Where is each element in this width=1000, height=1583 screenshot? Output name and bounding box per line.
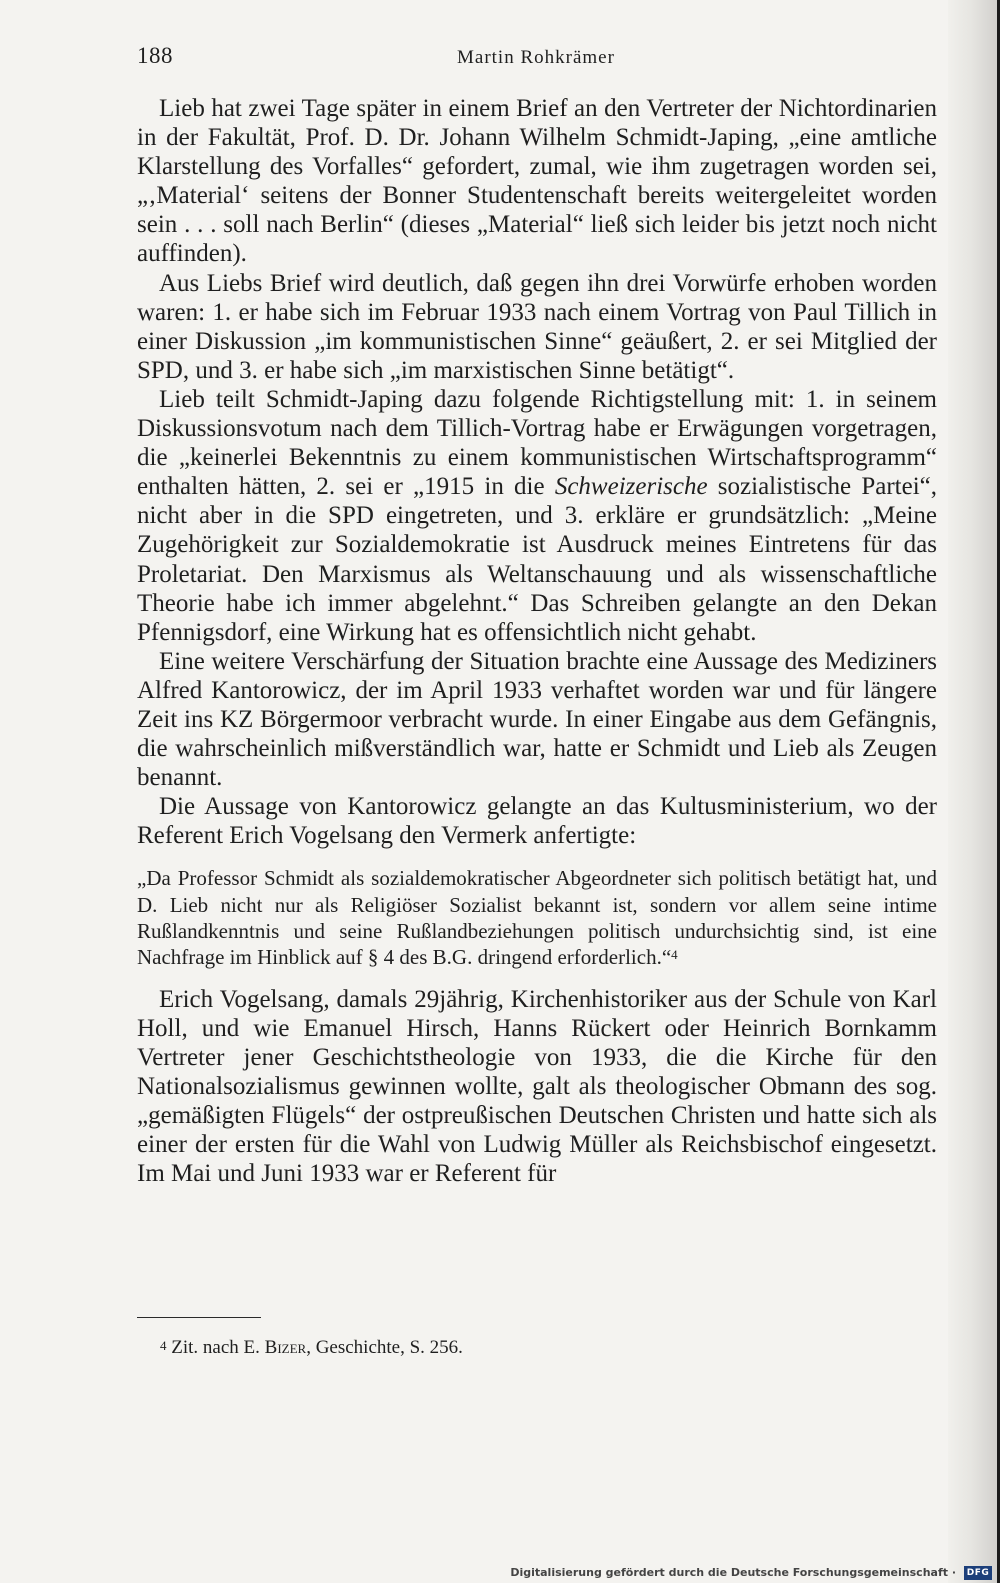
paragraph-1: Lieb hat zwei Tage später in einem Brief an den Vertreter der Nichtordinarien in der Fakultät, Prof. D. Dr. Johann Wilhelm Schmidt-Japing, „eine amtliche Klarstellung des Vorfalles“ gefordert, zumal, wie ihm zugetragen worden sei, „‚Material‘ seitens der Bonner Studentenschaft bereits weitergeleitet worden sein . . . soll nach Berlin“ (dieses „Material“ ließ sich leider bis jetzt noch nicht auffinden). <box>137 95 937 268</box>
footnote-reference: 4 <box>671 946 678 962</box>
paragraph-6: Erich Vogelsang, damals 29jährig, Kirchenhistoriker aus der Schule von Karl Holl, und wie Emanuel Hirsch, Hanns Rückert oder Heinrich Bornkamm Vertreter jener Geschichtstheologie von 1933, die die Kirche für den Nationalsozialismus gewinnen wollte, galt als theologischer Obmann des sog. „gemäßigten Flügels“ der ostpreußischen Deutschen Christen und hatte sich als einer der ersten für die Wahl von Ludwig Müller als Reichsbischof eingesetzt. Im Mai und Juni 1933 war er Referent für <box>137 985 937 1188</box>
footnote <box>160 1336 463 1360</box>
dfg-logo: DFG <box>964 1566 992 1580</box>
page-number: 188 <box>137 43 173 68</box>
paragraph-4: Eine weitere Verschärfung der Situation brachte eine Aussage des Mediziners Alfred Kantorowicz, der im April 1933 verhaftet worden war und für längere Zeit ins KZ Börgermoor verbracht wurde. In einer Eingabe aus dem Gefängnis, die wahrscheinlich mißverständlich war, hatte er Schmidt und Lieb als Zeugen benannt. <box>137 647 937 792</box>
footnote-author: Bizer <box>264 1337 307 1358</box>
footnote-text-b: , Geschichte, S. 256. <box>306 1337 463 1358</box>
paragraph-3 <box>137 385 937 647</box>
footnote-separator <box>137 1317 261 1318</box>
paragraph-5: Die Aussage von Kantorowicz gelangte an das Kultusministerium, wo der Referent Erich Vogelsang den Vermerk anfertigte: <box>137 793 937 850</box>
paragraph-3-text-a: Lieb teilt Schmidt-Japing dazu folgende Richtigstellung mit: 1. in seinem Diskussionsvotum nach dem Tillich-Vortrag habe er Erwägungen vorgetragen, die „keinerlei Bekenntnis zu einem kommunistischen Wirtschaftsprogramm“ enthalten hätten, 2. sei er „1915 in die <box>137 385 937 501</box>
running-head: Martin Rohkrämer <box>457 47 615 68</box>
block-quote <box>137 865 937 969</box>
paragraph-3-italic: Schweizerische <box>554 473 708 501</box>
footnote-text-a: Zit. nach E. <box>171 1337 265 1358</box>
main-text <box>137 94 937 1188</box>
paragraph-3-text-b: sozialistische Partei“, nicht aber in die SPD eingetreten, und 3. erkläre er grundsätzlich: „Meine Zugehörigkeit zur Sozialdemokratie ist Ausdruck meines Eintretens für das Proletariat. Den Marxismus als Weltanschauung und als wissenschaftliche Theorie habe ich immer abgelehnt.“ Das Schreiben gelangte an den Dekan Pfennigsdorf, eine Wirkung hat es offensichtlich nicht gehabt. <box>137 473 937 646</box>
block-quote-text: „Da Professor Schmidt als sozialdemokratischer Abgeordneter sich politisch betätigt hat, und D. Lieb nicht nur als Religiöser Sozialist bekannt ist, sondern vor allem seine intime Rußlandkenntnis und seine Rußlandbeziehungen politisch undurchsichtig sind, ist eine Nachfrage im Hinblick auf § 4 des B.G. dringend erforderlich.“ <box>137 866 937 969</box>
scan-edge-shadow <box>948 0 1000 1583</box>
page-header <box>137 43 937 73</box>
digitization-credit: Digitalisierung gefördert durch die Deutsche Forschungsgemeinschaft · <box>510 1566 956 1579</box>
paragraph-2: Aus Liebs Brief wird deutlich, daß gegen ihn drei Vorwürfe erhoben worden waren: 1. er habe sich im Februar 1933 nach einem Vortrag von Paul Tillich in einer Diskussion „im kommunistischen Sinne“ geäußert, 2. er sei Mitglied der SPD, und 3. er habe sich „im marxistischen Sinne betätigt“. <box>137 269 937 384</box>
footnote-number: 4 <box>160 1338 167 1353</box>
